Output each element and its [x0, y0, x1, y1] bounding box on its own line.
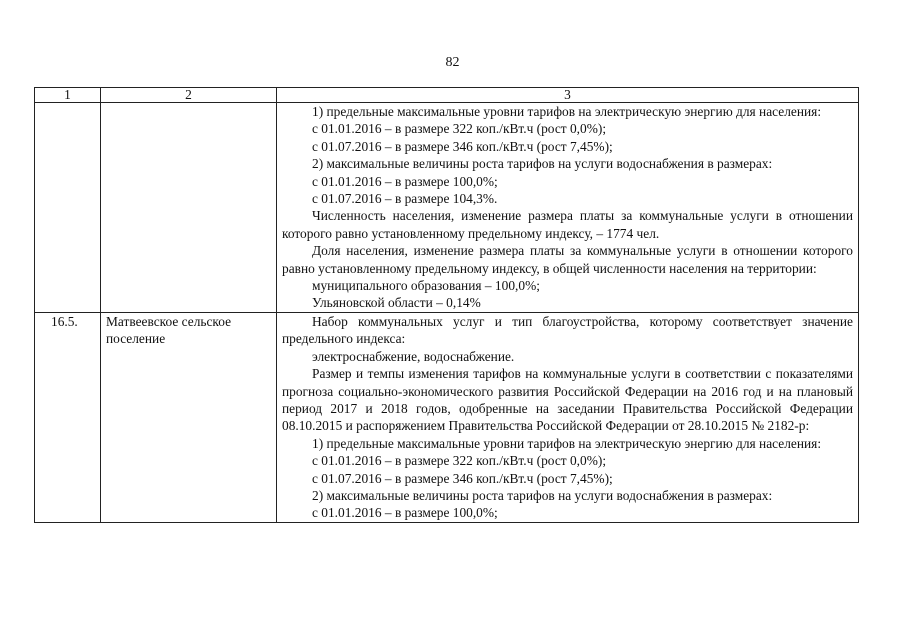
table-row — [35, 312, 859, 522]
paragraph: с 01.01.2016 – в размере 322 коп./кВт.ч (рост 0,0%); — [312, 453, 607, 469]
paragraph: 2) максимальные величины роста тарифов на услуги водоснабжения в размерах: — [312, 156, 773, 172]
description-cell — [277, 312, 859, 522]
paragraph: электроснабжение, водоснабжение. — [312, 348, 515, 364]
table-body — [35, 103, 859, 523]
paragraph: с 01.01.2016 – в размере 100,0%; — [312, 173, 498, 189]
paragraph: 1) предельные максимальные уровни тарифов на электрическую энергию для населения: — [312, 104, 822, 119]
settlement-name-cell — [101, 103, 277, 313]
paragraph: Набор коммунальных услуг и тип благоустройства, которому соответствует значение предельного индекса: — [282, 313, 853, 347]
paragraph: 1) предельные максимальные уровни тарифов на электрическую энергию для населения: — [312, 435, 822, 451]
column-header-3: 3 — [277, 88, 859, 103]
paragraph: Размер и темпы изменения тарифов на коммунальные услуги в соответствии с показателями прогноза социально-экономического развития Российской Федерации на 2016 год и на плановый период 2017 и 2018 годов, одобренные на заседании Правительства Российской Федерации 08.10.2015 и распоряжением Правительства Российской Федерации от 28.10.2015 № 2182-р: — [282, 366, 853, 434]
paragraph: муниципального образования – 100,0%; — [312, 278, 540, 294]
row-number-cell: 16.5. — [35, 312, 101, 522]
paragraph: с 01.07.2016 – в размере 346 коп./кВт.ч (рост 7,45%); — [312, 138, 613, 154]
table-header-row — [35, 88, 859, 103]
row-number-cell — [35, 103, 101, 313]
description-cell — [277, 103, 859, 313]
paragraph: с 01.01.2016 – в размере 322 коп./кВт.ч (рост 0,0%); — [312, 121, 607, 137]
paragraph: Доля населения, изменение размера платы за коммунальные услуги в отношении которого равно установленному предельному индексу, в общей численности населения на территории: — [282, 243, 853, 276]
paragraph: Численность населения, изменение размера платы за коммунальные услуги в отношении которого равно установленному предельному индексу, – 1774 чел. — [282, 208, 853, 241]
settlement-name-cell: Матвеевское сельское поселение — [101, 312, 277, 522]
page-number: 82 — [445, 55, 460, 70]
paragraph: с 01.07.2016 – в размере 346 коп./кВт.ч (рост 7,45%); — [312, 470, 613, 486]
document-table — [34, 87, 859, 523]
column-header-2: 2 — [101, 88, 277, 103]
table-row — [35, 103, 859, 313]
column-header-1: 1 — [35, 88, 101, 103]
paragraph: Ульяновской области – 0,14% — [312, 295, 481, 311]
paragraph: 2) максимальные величины роста тарифов на услуги водоснабжения в размерах: — [312, 487, 773, 503]
paragraph: с 01.01.2016 – в размере 100,0%; — [312, 505, 498, 521]
paragraph: с 01.07.2016 – в размере 104,3%. — [312, 191, 498, 207]
